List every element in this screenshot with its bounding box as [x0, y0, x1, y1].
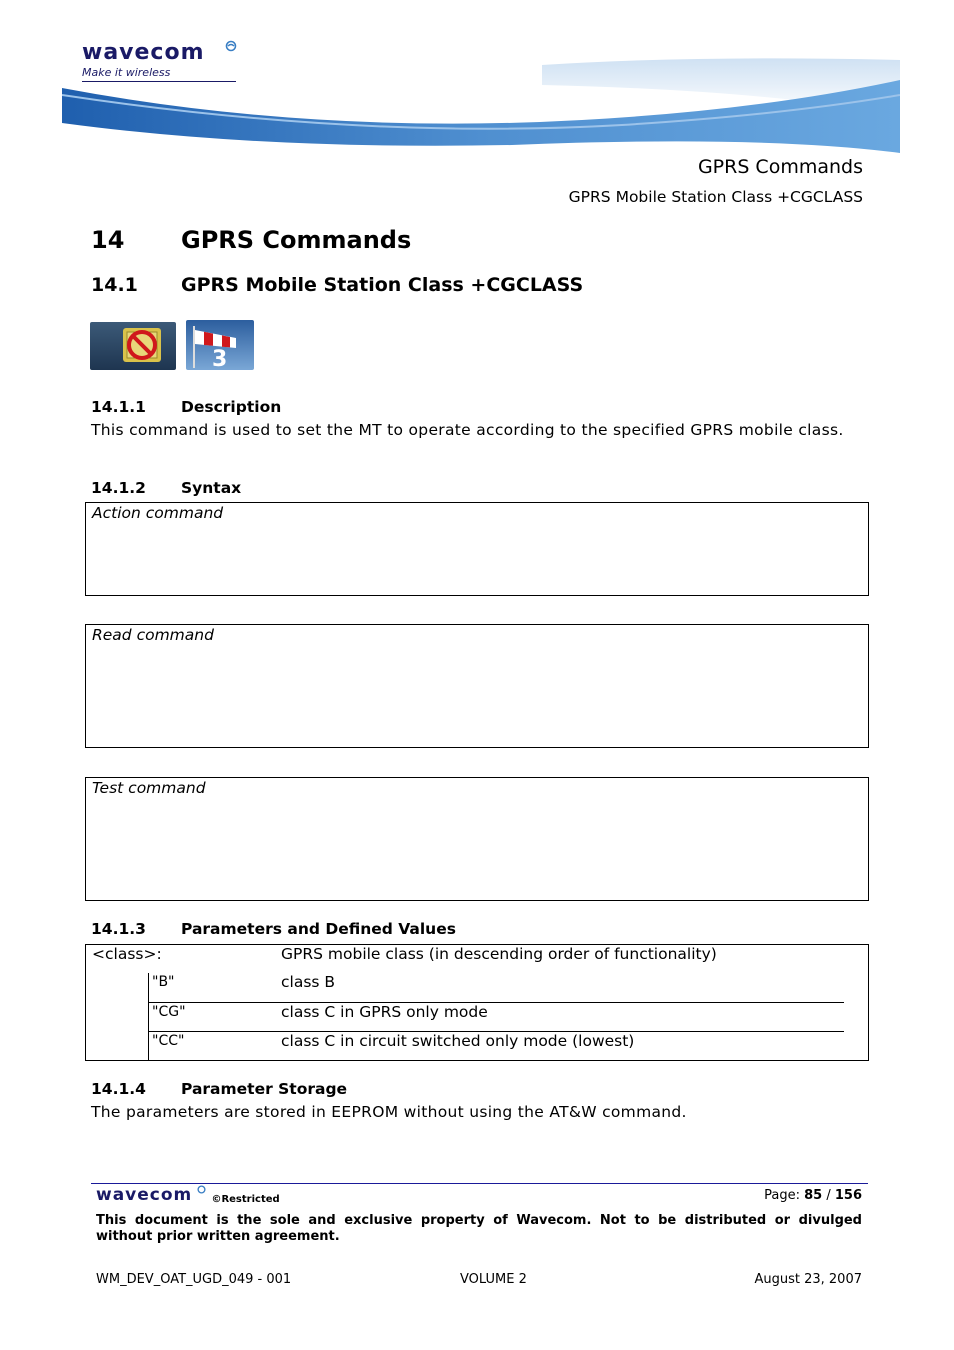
description-title: Description — [181, 398, 282, 416]
windsock-3-icon — [186, 320, 254, 370]
logo-tagline: Make it wireless — [82, 66, 171, 79]
footer-page-current: 85 — [804, 1188, 823, 1203]
value-code: "CG" — [152, 1004, 186, 1020]
footer-page-total: 156 — [834, 1188, 862, 1203]
test-command-label: Test command — [92, 779, 206, 797]
description-text: This command is used to set the MT to operate according to the specified GPRS mobile class. — [91, 421, 844, 439]
syntax-number: 14.1.2 — [91, 479, 146, 497]
storage-heading — [91, 1080, 348, 1098]
parameters-number: 14.1.3 — [91, 920, 146, 938]
footer-doc-ref: WM_DEV_OAT_UGD_049 - 001 — [96, 1272, 292, 1287]
footer-page — [764, 1188, 862, 1203]
logo-swirl-icon — [225, 40, 237, 52]
read-command-label: Read command — [92, 626, 214, 644]
action-command-box — [85, 502, 869, 596]
value-meaning: class C in GPRS only mode — [281, 1003, 488, 1021]
footer-logo-swirl-icon — [197, 1185, 206, 1194]
value-meaning: class C in circuit switched only mode (lowest) — [281, 1032, 635, 1050]
heading1-number: 14 — [91, 226, 125, 254]
value-meaning: class B — [281, 973, 336, 991]
value-row-0 — [148, 973, 844, 1003]
footer-notice: This document is the sole and exclusive property of Wavecom. Not to be distributed or divulged without prior written agreement. — [96, 1213, 862, 1244]
no-sim-icon — [90, 322, 176, 370]
description-number: 14.1.1 — [91, 398, 146, 416]
footer-logo-wordmark: wavecom — [96, 1185, 193, 1205]
parameters-title: Parameters and Defined Values — [181, 920, 456, 938]
param-name: <class>: — [92, 945, 162, 963]
heading2 — [91, 274, 584, 296]
header-chapter: GPRS Commands — [697, 156, 863, 178]
storage-number: 14.1.4 — [91, 1080, 146, 1098]
description-heading — [91, 398, 282, 416]
heading2-title: GPRS Mobile Station Class +CGCLASS — [181, 274, 584, 296]
value-code: "B" — [152, 974, 175, 990]
parameters-table — [85, 944, 869, 1061]
value-row-2 — [148, 1032, 844, 1060]
value-code: "CC" — [152, 1033, 185, 1049]
storage-text: The parameters are stored in EEPROM without using the AT&W command. — [91, 1103, 687, 1121]
param-description: GPRS mobile class (in descending order of functionality) — [281, 945, 717, 963]
footer-page-label: Page: — [764, 1188, 800, 1203]
read-command-box — [85, 624, 869, 748]
action-command-label: Action command — [92, 504, 224, 522]
footer-page-sep: / — [826, 1188, 831, 1203]
heading2-number: 14.1 — [91, 274, 138, 296]
value-row-1 — [148, 1003, 844, 1032]
heading1-title: GPRS Commands — [181, 226, 412, 254]
heading1 — [91, 226, 412, 254]
test-command-box — [85, 777, 869, 901]
footer-logo — [96, 1185, 280, 1207]
header-section: GPRS Mobile Station Class +CGCLASS — [568, 188, 863, 206]
footer-volume: VOLUME 2 — [460, 1272, 527, 1287]
windsock-badge-number: 3 — [212, 347, 228, 370]
footer-date: August 23, 2007 — [754, 1272, 862, 1287]
storage-title: Parameter Storage — [181, 1080, 348, 1098]
footer-restricted: ©Restricted — [211, 1194, 280, 1205]
parameters-heading — [91, 920, 456, 938]
syntax-title: Syntax — [181, 479, 242, 497]
header-wave-banner — [62, 55, 900, 155]
syntax-heading — [91, 479, 242, 497]
footer-rule — [91, 1183, 868, 1184]
logo-wordmark: wavecom — [82, 40, 205, 65]
